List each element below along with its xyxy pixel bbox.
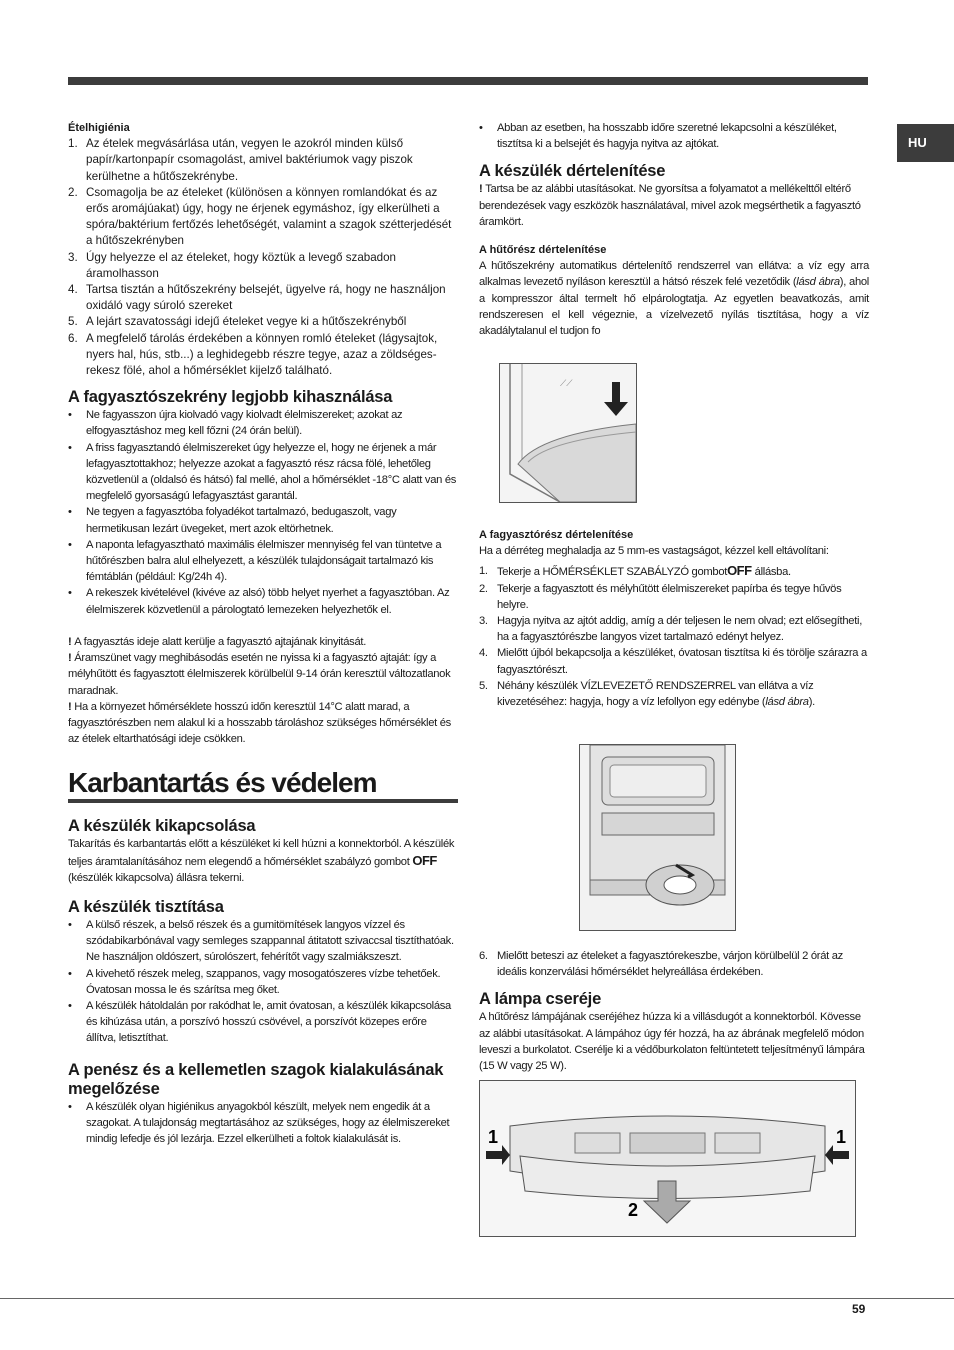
- list-item: • A rekeszek kivételével (kivéve az alsó) több helyet nyerhet a fagyasztóban. Az élelmiszerek közvetlenül a párologtató lemezeken helyezhetők el.: [68, 587, 450, 616]
- fridge-defrost-title: A hűtőrész dértelenítése: [479, 244, 607, 257]
- list-item: • A friss fagyasztandó élelmiszereket úgy helyezze el, hogy ne érjenek a már lefagyasztottakhoz; helyezze azokat a fagyasztó rész rácsa fölé, lehetőleg közvetlenül a (oldalsó és hátsó) fal mellé, ahol a hőmérséklet -18°C alatt van és megfelelő gyorsaságú lefagyasztást garantál.: [68, 441, 457, 503]
- freezer-usage-title: A fagyasztószekrény legjobb kihasználása: [68, 388, 393, 407]
- defrost-title: A készülék dértelenítése: [479, 162, 666, 181]
- off-label: OFF: [412, 852, 437, 868]
- drain-container-figure: [579, 744, 736, 931]
- freezer-defrost-block: [479, 527, 869, 710]
- freezer-defrost-steps: [479, 563, 869, 710]
- right-column: [479, 120, 869, 339]
- list-item: 6. A megfelelő tárolás érdekében a könnyen romló ételeket (lágysajtok, nyers hal, hús, stb...) a leghidegebb részre tegye, azaz a zöldséges-rekesz fölé, ahol a hőmérséklet kijelző található.: [68, 331, 438, 378]
- lamp-label-right: 1: [836, 1127, 847, 1147]
- top-bullet-list: [479, 120, 869, 152]
- drain-container-illustration: [580, 745, 735, 930]
- switch-off-text: Takarítás és karbantartás előtt a készüléket ki kell húzni a konnektorból. A készülék teljes áramtalanításához nem elegendő a hőmérséklet szabályzó gombot OFF (készülék kikapcsolva) állásra tekerni.: [68, 838, 455, 884]
- off-label: OFF: [727, 563, 755, 579]
- freezer-usage-list: [68, 407, 458, 618]
- lamp-title: A lámpa cseréje: [479, 990, 602, 1009]
- list-item: • A naponta lefagyasztható maximális élelmiszer mennyiség fel van tüntetve a hűtőrészben balra alul elhelyezett, a készülék tulajdonságait tartalmazó kis fémtáblán (például: Kg/24h 4).: [68, 538, 442, 584]
- svg-text:⟋⟋: ⟋⟋: [560, 378, 573, 388]
- list-item: • Abban az esetben, ha hosszabb időre szeretné lekapcsolni a készüléket, tisztítsa ki a belsejét és hagyja nyitva az ajtókat.: [479, 122, 837, 151]
- footer-rule: [0, 1298, 954, 1299]
- page-number: 59: [852, 1302, 866, 1316]
- fridge-drain-figure: [499, 363, 637, 503]
- mold-title: A penész és a kellemetlen szagok kialakulásának megelőzése: [68, 1060, 444, 1098]
- lamp-text: A hűtőrész lámpájának cseréjéhez húzza ki a villásdugót a konnektorból. Kövesse az alábbi utasításokat. A lámpához úgy fér hozzá, ha az ábrának megfelelő módon leveszi a burkolatot. Cserélje ki a védőburkolaton feltüntetett teljesítményű lámpára (15 W vagy 25 W).: [479, 1011, 865, 1073]
- warnings-block: [68, 634, 458, 747]
- cleaning-list: [68, 917, 458, 1047]
- language-tab: HU: [897, 124, 954, 162]
- step-six: [479, 948, 869, 980]
- list-item: 5. Néhány készülék VÍZLEVEZETŐ RENDSZERREL van ellátva a víz kivezetéséhez: hagyja, hogy a víz lefollyon egy edénybe (lásd ábra).: [479, 679, 815, 709]
- hygiene-list: [68, 136, 458, 379]
- warning-item: ! Áramszünet vagy meghibásodás esetén ne nyissa ki a fagyasztó ajtaját: így a mélyhűtött és fagyasztott élelmiszerek körülbelül 9-14 órán keresztül változatlanok maradnak.: [68, 652, 451, 697]
- list-item: 2. Csomagolja be az ételeket (különösen a könnyen romlandókat és az erős aromájúakat) úgy, hogy ne érjenek egymáshoz, így elkerülheti a spóra/baktérium fertőzés lehetőségét, valamint a szagok szétterjedését a hűtőszekrényben: [68, 185, 452, 248]
- defrost-warning: ! Tartsa be az alábbi utasításokat. Ne gyorsítsa a folyamatot a mellékelttől eltérő berendezések vagy eszközök használatával, mivel azok megsérthetik a fagyasztó áramkört.: [479, 183, 861, 228]
- list-item: • A külső részek, a belső részek és a gumitömítések langyos vízzel és szódabikarbónával vagy semleges szappannal átitatott szivaccsal tisztíthatóak. Ne használjon oldószert, súrolószert, fehérítőt vagy szalmiákszeszt.: [68, 918, 454, 964]
- cleaning-title: A készülék tisztítása: [68, 897, 224, 916]
- list-item: • Ne fagyasszon újra kiolvadó vagy kiolvadt élelmiszereket; azokat az elfogyasztáshoz meg kell főzni (24 órán belül).: [68, 409, 403, 438]
- lamp-label-bottom: 2: [628, 1200, 639, 1220]
- list-item: 3. Úgy helyezze el az ételeket, hogy köztük a levegő szabadon áramolhasson: [68, 250, 397, 280]
- mold-list: [68, 1099, 458, 1148]
- list-item: 4. Mielőtt újból bekapcsolja a készüléket, óvatosan tisztítsa ki és törölje szárazra a fagyasztórészt.: [479, 647, 867, 676]
- list-item: 1. Tekerje a HŐMÉRSÉKLET SZABÁLYZÓ gombotOFF állásba.: [479, 563, 791, 579]
- top-rule: [68, 77, 868, 85]
- list-item: 2. Tekerje a fagyasztott és mélyhűtött élelmiszereket papírba és tegye hűvös helyre.: [479, 582, 842, 611]
- list-item: • A készülék hátoldalán por rakódhat le, amit óvatosan, a készülék kikapcsolása és kihúzása után, a porszívó hosszú csövével, a porszívót közepes erőre állítva, letisztíthat.: [68, 999, 451, 1045]
- hygiene-title: Ételhigiénia: [68, 122, 130, 134]
- list-item: 6. Mielőtt beteszi az ételeket a fagyasztórekeszbe, várjon körülbelül 2 órát az ideális konzerválási hőmérséklet helyreállása érdekében.: [479, 950, 843, 979]
- list-item: 3. Hagyja nyitva az ajtót addig, amíg a dér teljesen le nem olvad; ezt elősegítheti, ha a fagyasztórészbe langyos vizet tartalmazó edényt helyez.: [479, 615, 863, 644]
- list-item: • Ne tegyen a fagyasztóba folyadékot tartalmazó, bedugaszolt, vagy hermetikusan lezárt üvegeket, mert azok eltörhetnek.: [68, 506, 397, 535]
- fridge-defrost-text: A hűtőszekrény automatikus dértelenítő rendszerrel van ellátva: a víz egy arra alkalmas levezető nyíláson keresztül a hátsó részek felé vezetődik (lásd ábra), ahol a kompresszor által termelt hő elpárologtatja. Az egyetlen beavatkozás, amit rendszeresen el kell végeznie, a vízelvezető nyílás tisztítása, hogy a víz akadálytalanul el tudjon fo: [479, 260, 869, 338]
- lamp-cover-illustration: [480, 1081, 855, 1236]
- lamp-block: [479, 948, 869, 1074]
- list-item: 1. Az ételek megvásárlása után, vegyen le azokról minden külső papír/kartonpapír csomagolást, amivel baktériumok vagy piszok kerülhetne a hűtőszekrénybe.: [68, 137, 413, 183]
- switch-off-title: A készülék kikapcsolása: [68, 817, 256, 836]
- list-item: 5. A lejárt szavatossági idejű ételeket vegye ki a hűtőszekrényből: [68, 315, 407, 329]
- section-title: Karbantartás és védelem: [68, 767, 458, 803]
- lamp-cover-figure: [479, 1080, 856, 1237]
- list-item: • A kivehető részek meleg, szappanos, vagy mosogatószeres vízbe tehetőek. Óvatosan mossa le és szárítsa meg őket.: [68, 967, 441, 996]
- warning-item: ! Ha a környezet hőmérséklete hosszú időn keresztül 14°C alatt marad, a fagyasztórészben nem alakul ki a hosszabb tároláshoz szükséges hőmérséklet és az ételek eltarthatósági ideje csökken.: [68, 700, 451, 746]
- fridge-drain-illustration: [500, 364, 636, 502]
- list-item: 4. Tartsa tisztán a hűtőszekrény belsejét, ügyelve rá, hogy ne használjon oxidáló vagy súroló szereket: [68, 283, 446, 313]
- freezer-defrost-intro: Ha a dérréteg meghaladja az 5 mm-es vastagságot, kézzel kell eltávolítani:: [479, 545, 829, 558]
- lamp-label-left: 1: [488, 1127, 499, 1147]
- left-column: [68, 120, 458, 1147]
- warning-item: ! A fagyasztás ideje alatt kerülje a fagyasztó ajtajának kinyitását.: [68, 635, 366, 648]
- list-item: • A készülék olyan higiénikus anyagokból készült, melyek nem engedik át a szagokat. A tulajdonság megtartásához az szükséges, hogy az élelmiszereket mindig lefedje és jól lezárja. Ezzel elkerülheti a foltok kialakulását is.: [68, 1100, 450, 1145]
- freezer-defrost-title: A fagyasztórész dértelenítése: [479, 529, 634, 541]
